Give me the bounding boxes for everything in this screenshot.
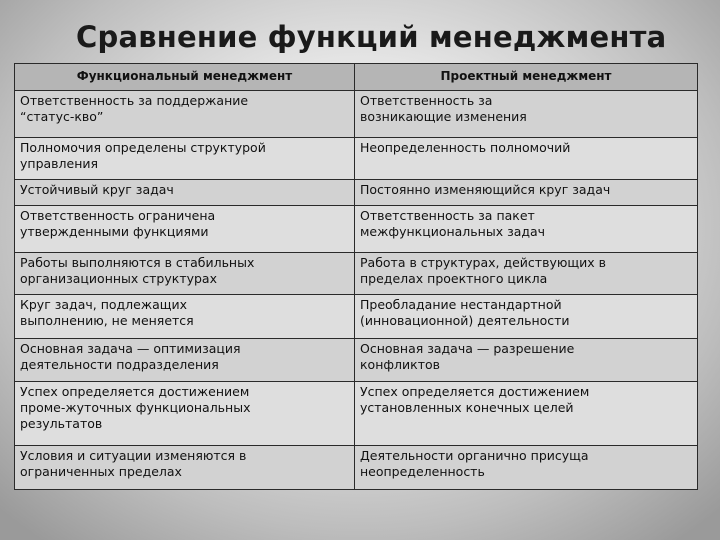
table-cell: Ответственность за поддержание “статус-кво” bbox=[15, 91, 355, 138]
table-row bbox=[15, 446, 698, 490]
table-cell: Неопределенность полномочий bbox=[355, 138, 698, 180]
table-cell: Преобладание нестандартной (инновационной) деятельности bbox=[355, 295, 698, 339]
table-cell: Деятельности органично присуща неопределенность bbox=[355, 446, 698, 490]
table-cell: Основная задача — оптимизация деятельности подразделения bbox=[15, 339, 355, 382]
table-row bbox=[15, 339, 698, 382]
table-cell: Основная задача — разрешение конфликтов bbox=[355, 339, 698, 382]
table-cell: Успех определяется достижением установленных конечных целей bbox=[355, 382, 698, 446]
table-cell: Работа в структурах, действующих в пределах проектного цикла bbox=[355, 253, 698, 295]
table-cell: Успех определяется достижением проме-жуточных функциональных результатов bbox=[15, 382, 355, 446]
table-row bbox=[15, 295, 698, 339]
table-row bbox=[15, 91, 698, 138]
comparison-table bbox=[14, 63, 698, 490]
table-cell: Условия и ситуации изменяются в ограниченных пределах bbox=[15, 446, 355, 490]
table-row bbox=[15, 180, 698, 206]
table-row bbox=[15, 382, 698, 446]
table-row bbox=[15, 253, 698, 295]
table-cell: Работы выполняются в стабильных организационных структурах bbox=[15, 253, 355, 295]
table-row bbox=[15, 206, 698, 253]
table-cell: Ответственность ограничена утвержденными функциями bbox=[15, 206, 355, 253]
table-cell: Устойчивый круг задач bbox=[15, 180, 355, 206]
column-header-functional: Функциональный менеджмент bbox=[15, 64, 355, 91]
table-cell: Полномочия определены структурой управления bbox=[15, 138, 355, 180]
table-cell: Ответственность за пакет межфункциональных задач bbox=[355, 206, 698, 253]
slide-title: Сравнение функций менеджмента bbox=[76, 20, 667, 54]
table-cell: Постоянно изменяющийся круг задач bbox=[355, 180, 698, 206]
column-header-project: Проектный менеджмент bbox=[355, 64, 698, 91]
table-header-row bbox=[15, 64, 698, 91]
table-cell: Ответственность за возникающие изменения bbox=[355, 91, 698, 138]
table-row bbox=[15, 138, 698, 180]
table-cell: Круг задач, подлежащих выполнению, не меняется bbox=[15, 295, 355, 339]
